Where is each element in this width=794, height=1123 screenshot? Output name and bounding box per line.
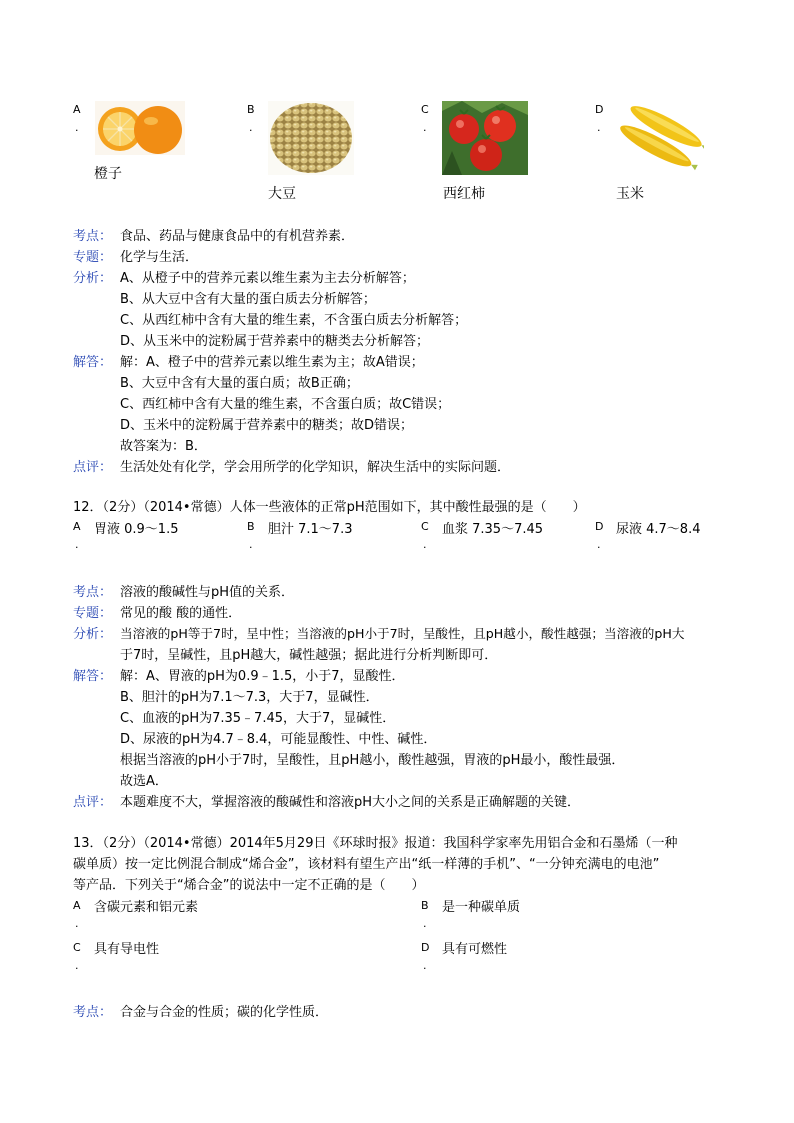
option-dot: . — [423, 538, 427, 551]
corn-image — [616, 101, 704, 175]
option-caption: 西红柿 — [443, 186, 485, 202]
fenxi-line: 当溶液的pH等于7时，呈中性；当溶液的pH小于7时，呈酸性，且pH越小，酸性越强；当溶液的pH大 — [120, 626, 685, 641]
option-letter: C — [421, 520, 429, 533]
option-letter: D — [595, 520, 604, 533]
zhuanti-label: 专题： — [73, 606, 113, 621]
fenxi-line: B、从大豆中含有大量的蛋白质去分析解答； — [120, 292, 376, 307]
jieda-line: 故答案为：B． — [120, 439, 207, 454]
fenxi-label: 分析： — [73, 627, 113, 642]
option-letter: D — [421, 941, 430, 954]
option-dot: . — [75, 959, 79, 972]
option-text: 胆汁 7.1～7.3 — [268, 522, 353, 537]
option-text: 胃液 0.9～1.5 — [94, 522, 179, 537]
orange-image — [95, 101, 185, 155]
question-stem: 碳单质）按一定比例混合制成“烯合金”，该材料有望生产出“纸一样薄的手机”、“一分钟充满电的电池” — [73, 857, 660, 872]
option-dot: . — [75, 538, 79, 551]
jieda-label: 解答： — [73, 669, 113, 684]
zhuanti-text: 化学与生活． — [120, 250, 199, 265]
jieda-line: 根据当溶液的pH小于7时，呈酸性，且pH越小，酸性越强，胃液的pH最小，酸性最强． — [120, 753, 625, 768]
soybean-image — [268, 101, 354, 175]
option-dot: . — [597, 538, 601, 551]
option-caption: 玉米 — [616, 186, 644, 202]
option-text: 尿液 4.7～8.4 — [616, 522, 701, 537]
option-letter: A — [73, 103, 81, 116]
zhuanti-text: 常见的酸 酸的通性． — [120, 606, 242, 621]
jieda-line: B、胆汁的pH为7.1～7.3，大于7，显碱性． — [120, 690, 379, 705]
option-dot: . — [249, 121, 253, 134]
question-stem: 12．（2分）（2014•常德）人体一些液体的正常pH范围如下，其中酸性最强的是（ ） — [73, 500, 586, 515]
jieda-line: 故选A． — [120, 774, 168, 789]
jieda-line: 解：A、胃液的pH为0.9﹣1.5，小于7，显酸性． — [120, 669, 405, 684]
option-letter: C — [421, 103, 429, 116]
option-letter: C — [73, 941, 81, 954]
kaodian-text: 合金与合金的性质；碳的化学性质． — [120, 1005, 329, 1020]
option-text: 具有导电性 — [94, 942, 160, 957]
option-text: 含碳元素和铝元素 — [94, 900, 199, 915]
jieda-line: D、玉米中的淀粉属于营养素中的糖类；故D错误； — [120, 418, 414, 433]
dianping-label: 点评： — [73, 460, 113, 475]
option-text: 是一种碳单质 — [442, 900, 521, 915]
option-letter: B — [421, 899, 429, 912]
option-letter: B — [247, 103, 255, 116]
kaodian-label: 考点： — [73, 1005, 113, 1020]
dianping-text: 生活处处有化学，学会用所学的化学知识，解决生活中的实际问题． — [120, 460, 511, 475]
jieda-line: C、西红柿中含有大量的维生素，不含蛋白质；故C错误； — [120, 397, 451, 412]
tomato-image — [442, 101, 528, 175]
option-caption: 橙子 — [94, 166, 122, 182]
option-text: 血浆 7.35～7.45 — [442, 522, 544, 537]
option-dot: . — [249, 538, 253, 551]
option-caption: 大豆 — [268, 186, 296, 202]
question-stem: 等产品．下列关于“烯合金”的说法中一定不正确的是（ ） — [73, 878, 425, 893]
jieda-line: B、大豆中含有大量的蛋白质；故B正确； — [120, 376, 359, 391]
option-dot: . — [75, 917, 79, 930]
kaodian-text: 溶液的酸碱性与pH值的关系． — [120, 585, 295, 600]
fenxi-line: A、从橙子中的营养元素以维生素为主去分析解答； — [120, 271, 415, 286]
kaodian-label: 考点： — [73, 585, 113, 600]
option-dot: . — [423, 917, 427, 930]
option-text: 具有可燃性 — [442, 942, 508, 957]
fenxi-line: 于7时，呈碱性，且pH越大，碱性越强；据此进行分析判断即可． — [120, 648, 498, 663]
option-letter: A — [73, 899, 81, 912]
kaodian-label: 考点： — [73, 229, 113, 244]
option-letter: B — [247, 520, 255, 533]
jieda-line: 解：A、橙子中的营养元素以维生素为主；故A错误； — [120, 355, 424, 370]
dianping-label: 点评： — [73, 795, 113, 810]
jieda-label: 解答： — [73, 355, 113, 370]
option-dot: . — [423, 121, 427, 134]
kaodian-text: 食品、药品与健康食品中的有机营养素． — [120, 229, 355, 244]
fenxi-line: D、从玉米中的淀粉属于营养素中的糖类去分析解答； — [120, 334, 430, 349]
option-dot: . — [75, 121, 79, 134]
zhuanti-label: 专题： — [73, 250, 113, 265]
dianping-text: 本题难度不大，掌握溶液的酸碱性和溶液pH大小之间的关系是正确解题的关键． — [120, 795, 581, 810]
option-dot: . — [597, 121, 601, 134]
option-letter: A — [73, 520, 81, 533]
option-dot: . — [423, 959, 427, 972]
jieda-line: D、尿液的pH为4.7﹣8.4，可能显酸性、中性、碱性． — [120, 732, 437, 747]
option-letter: D — [595, 103, 604, 116]
fenxi-label: 分析： — [73, 271, 113, 286]
jieda-line: C、血液的pH为7.35﹣7.45，大于7，显碱性． — [120, 711, 396, 726]
question-stem: 13．（2分）（2014•常德）2014年5月29日《环球时报》报道：我国科学家率先用铝合金和石墨烯（一种 — [73, 836, 678, 851]
fenxi-line: C、从西红柿中含有大量的维生素，不含蛋白质去分析解答； — [120, 313, 468, 328]
